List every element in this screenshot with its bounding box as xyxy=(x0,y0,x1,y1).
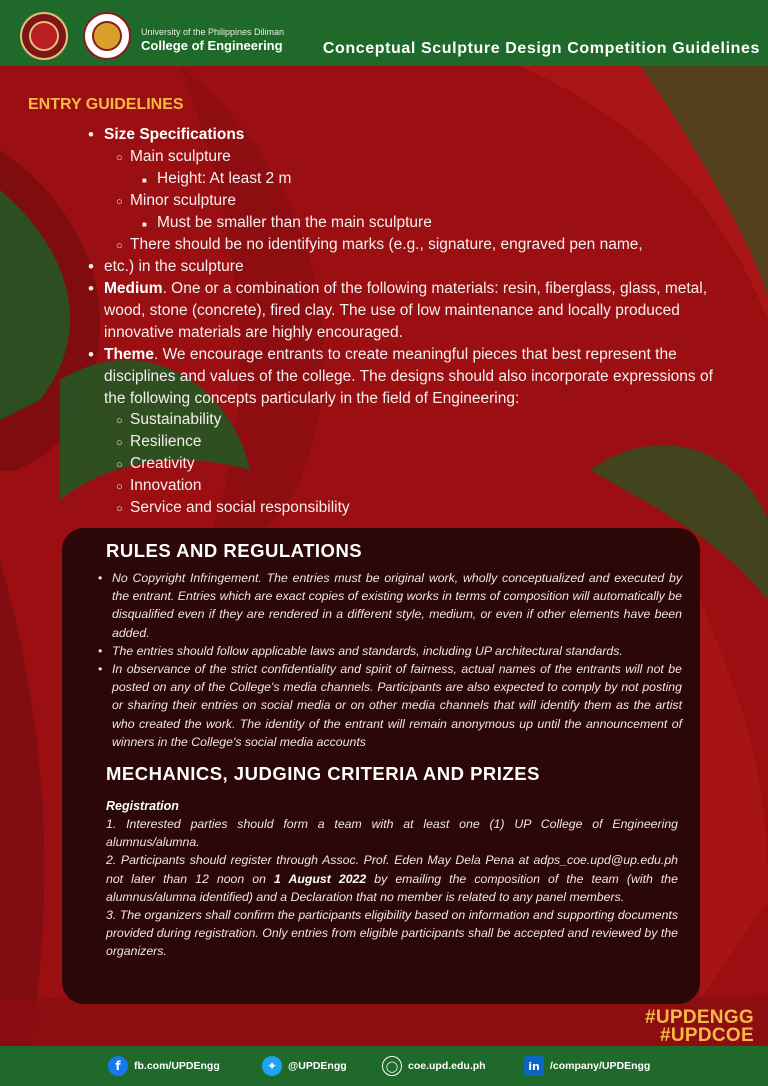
registration-step-3: 3. The organizers shall confirm the participants eligibility based on information and supporting documents provided during registration. Only entries from eligible participants shall be accepted and reviewed by the organizers. xyxy=(106,908,678,959)
footer-website-link[interactable]: ◯ coe.upd.edu.ph xyxy=(382,1056,486,1076)
bullet-medium: • Medium. One or a combination of the following materials: resin, fiberglass, glass, metal, xyxy=(104,279,707,299)
sub-bullet-identifying-marks: ○ There should be no identifying marks (e.g., signature, engraved pen name, xyxy=(130,235,643,255)
footer-bar xyxy=(0,1046,768,1086)
sub-sub-bullet-smaller: ■ Must be smaller than the main sculpture xyxy=(157,213,432,233)
university-name: University of the Philippines Diliman xyxy=(141,27,285,37)
mechanics-heading: MECHANICS, JUDGING CRITERIA AND PRIZES xyxy=(106,763,540,784)
linkedin-icon: in xyxy=(524,1056,544,1076)
sub-sub-bullet-height: ■ Height: At least 2 m xyxy=(157,169,291,189)
entry-guidelines-heading: ENTRY GUIDELINES xyxy=(28,96,184,113)
globe-icon: ◯ xyxy=(382,1056,402,1076)
medium-line-3: innovative materials are highly encouraged. xyxy=(104,324,403,341)
registration-deadline: 1 August 2022 xyxy=(274,871,367,886)
rule-item-copyright: • No Copyright Infringement. The entries must be original work, wholly conceptualized and executed by the entrant. Entries which are exact copies of existing works in terms of composition will automatically be disqualified even if they are rendered in a different style, medium, or even if other elements have been added. xyxy=(92,569,682,642)
concept-service: ○ Service and social responsibility xyxy=(130,498,350,518)
footer-facebook-link[interactable]: f fb.com/UPDEngg xyxy=(108,1056,220,1076)
concept-resilience: ○ Resilience xyxy=(130,432,202,452)
registration-step-2: 2. Participants should register through Assoc. Prof. Eden May Dela Pena at adps_coe.upd@up.edu.ph not later than 12 noon on 1 August 2022 by emailing the composition of the team (with the alumnus/alumna identified) and a Declaration that no member is related to any panel members. xyxy=(106,853,678,904)
theme-line-2: disciplines and values of the college. The designs should also incorporate expressions of xyxy=(104,368,713,385)
bullet-theme: • Theme. We encourage entrants to create meaningful pieces that best represent the xyxy=(104,345,677,365)
medium-line-2: wood, stone (concrete), fired clay. The use of low maintenance and locally produced xyxy=(104,302,680,319)
page-title: Conceptual Sculpture Design Competition Guidelines xyxy=(322,40,760,57)
facebook-icon: f xyxy=(108,1056,128,1076)
rule-item-confidentiality: • In observance of the strict confidentiality and spirit of fairness, actual names of the entrants will not be posted on any of the College's media channels. Participants are also expected to comply by not posting or sharing their entries on social media or on other media channels that will identify them as the artist who created the work. The identity of the entrant will remain anonymous up until the announcement of winners in the College's social media accounts xyxy=(92,660,682,751)
twitter-icon: ✦ xyxy=(262,1056,282,1076)
mechanics-section xyxy=(106,797,678,961)
sub-bullet-main-sculpture: ○ Main sculpture xyxy=(130,147,231,167)
coe-seal-logo xyxy=(83,12,131,60)
footer-linkedin-link[interactable]: in /company/UPDEngg xyxy=(524,1056,650,1076)
header-bar xyxy=(0,0,768,66)
concept-sustainability: ○ Sustainability xyxy=(130,410,221,430)
bullet-etc: • etc.) in the sculpture xyxy=(104,257,244,277)
footer-twitter-link[interactable]: ✦ @UPDEngg xyxy=(262,1056,347,1076)
concept-innovation: ○ Innovation xyxy=(130,476,202,496)
registration-subheading: Registration xyxy=(106,799,179,813)
up-seal-logo xyxy=(20,12,68,60)
hashtag-updengg: #UPDENGG xyxy=(644,1007,754,1028)
theme-line-3: the following concepts particularly in the field of Engineering: xyxy=(104,390,520,407)
rule-item-standards: • The entries should follow applicable laws and standards, including UP architectural standards. xyxy=(92,642,682,660)
rules-heading: RULES AND REGULATIONS xyxy=(106,540,363,561)
rules-list xyxy=(92,569,682,751)
registration-step-1: 1. Interested parties should form a team with at least one (1) UP College of Engineering alumnus/alumna. xyxy=(106,817,678,850)
bullet-size-specs: • Size Specifications xyxy=(104,125,244,145)
college-name: College of Engineering xyxy=(141,38,283,53)
concept-creativity: ○ Creativity xyxy=(130,454,195,474)
sub-bullet-minor-sculpture: ○ Minor sculpture xyxy=(130,191,236,211)
hashtag-updcoe: #UPDCOE xyxy=(660,1025,754,1046)
